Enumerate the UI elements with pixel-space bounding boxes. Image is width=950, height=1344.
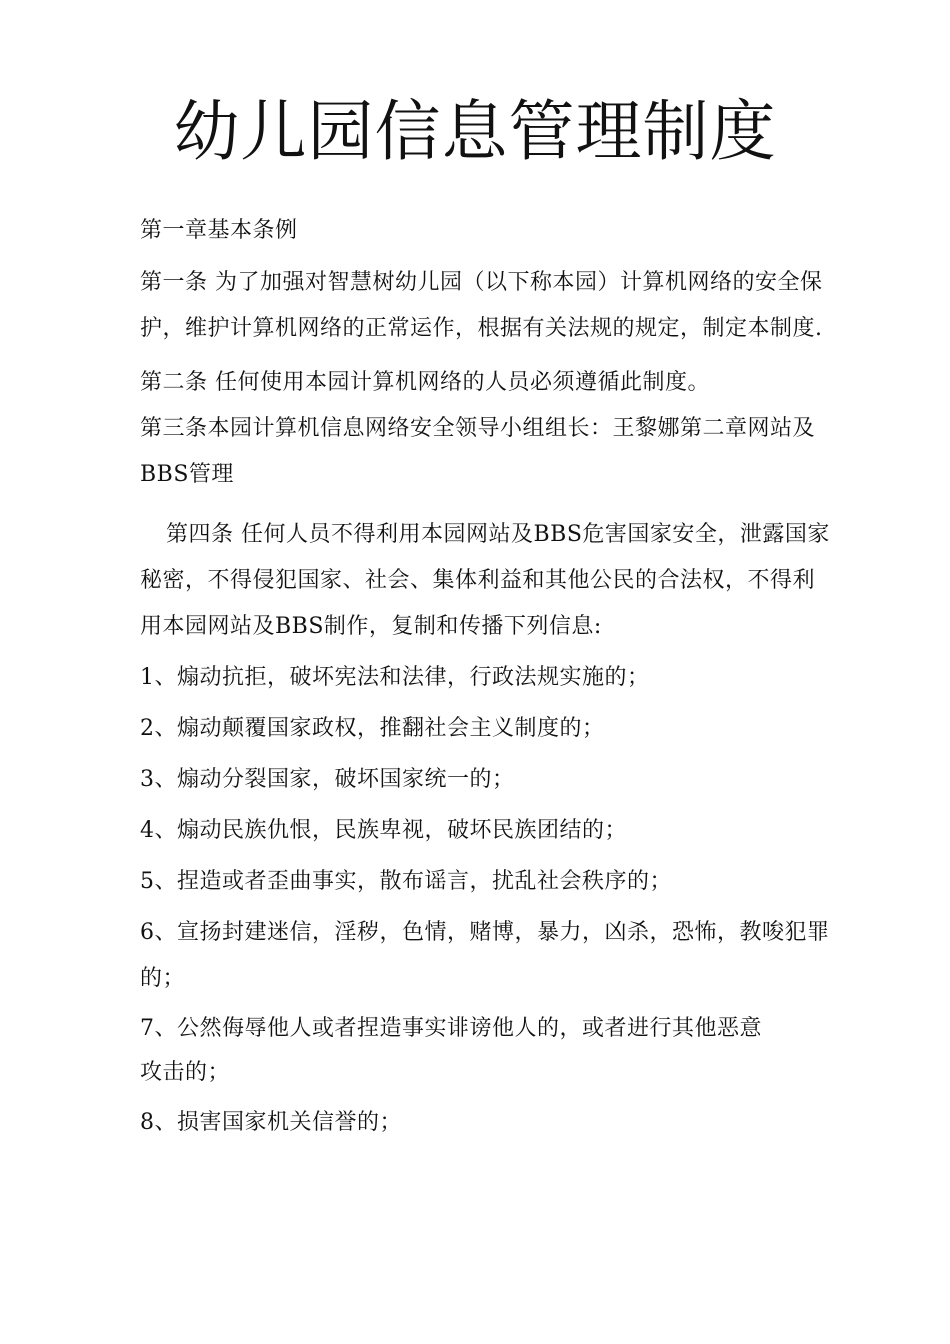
list-item: 2、煽动颠覆国家政权，推翻社会主义制度的；	[140, 716, 605, 741]
chapter-heading: 第一章基本条例	[140, 218, 298, 243]
article-1: 第一条 为了加强对智慧树幼儿园（以下称本园）计算机网络的安全保护，维护计算机网络的正常运作，根据有关法规的规定，制定本制度.	[140, 270, 823, 341]
list-item	[140, 1007, 830, 1095]
list-item: 5、捏造或者歪曲事实，散布谣言，扰乱社会秩序的；	[140, 869, 672, 894]
list-item-line: 攻击的；	[140, 1060, 231, 1085]
list-item: 1、煽动抗拒，破坏宪法和法律，行政法规实施的；	[140, 665, 650, 690]
article-4: 第四条 任何人员不得利用本园网站及BBS危害国家安全，泄露国家秘密，不得侵犯国家、社会、集体利益和其他公民的合法权，不得利用本园网站及BBS制作，复制和传播下列信息:	[140, 522, 830, 639]
document-title: 幼儿园信息管理制度	[173, 93, 777, 170]
list-item: 3、煽动分裂国家，破坏国家统一的；	[140, 767, 515, 792]
article-3: 第三条本园计算机信息网络安全领导小组组长：王黎娜第二章网站及BBS管理	[140, 416, 816, 487]
list-item: 4、煽动民族仇恨，民族卑视，破坏民族团结的；	[140, 818, 627, 843]
document-body	[140, 208, 830, 1146]
list-item: 8、损害国家机关信誉的；	[140, 1110, 402, 1135]
article-2: 第二条 任何使用本园计算机网络的人员必须遵循此制度。	[140, 370, 710, 395]
list-item: 6、宣扬封建迷信，淫秽，色情，赌博，暴力，凶杀，恐怖，教唆犯罪的；	[140, 920, 830, 991]
list-item-line: 7、公然侮辱他人或者捏造事实诽谤他人的，或者进行其他恶意	[140, 1016, 762, 1041]
